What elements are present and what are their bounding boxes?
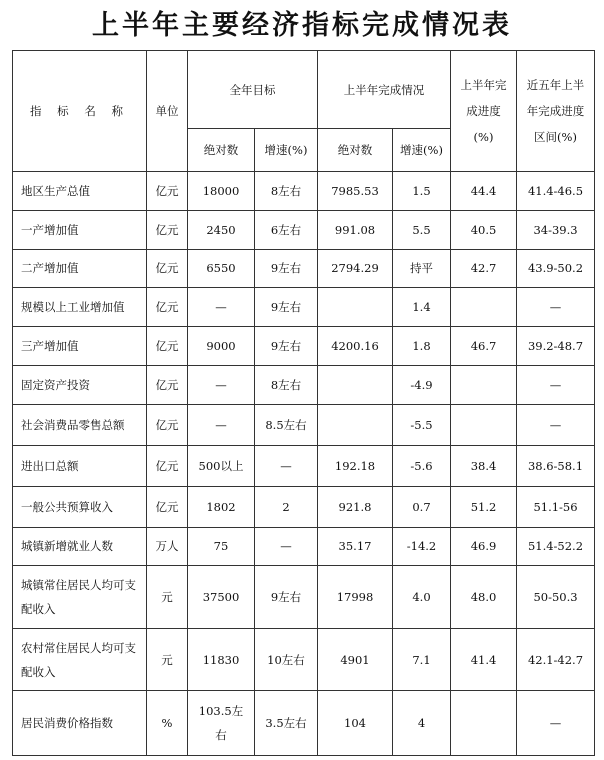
header-unit: 单位 [147, 51, 188, 172]
cell-range: 43.9-50.2 [517, 249, 595, 288]
cell-unit: % [147, 691, 188, 756]
cell-target-growth: 9左右 [255, 327, 318, 366]
cell-range: 38.6-58.1 [517, 445, 595, 486]
cell-completion [451, 288, 517, 327]
cell-actual-growth: 0.7 [393, 486, 451, 527]
cell-actual-growth: 1.8 [393, 327, 451, 366]
table-row [13, 628, 595, 690]
cell-unit: 万人 [147, 527, 188, 566]
cell-target-abs: 1802 [188, 486, 255, 527]
cell-actual-abs [318, 365, 393, 404]
header-completion: 上半年完成进度(%) [451, 51, 517, 172]
cell-range: — [517, 288, 595, 327]
cell-target-growth: 2 [255, 486, 318, 527]
cell-name: 规模以上工业增加值 [13, 288, 147, 327]
cell-range: 50-50.3 [517, 566, 595, 628]
cell-unit: 亿元 [147, 445, 188, 486]
cell-actual-growth: 7.1 [393, 628, 451, 690]
table-body [13, 172, 595, 756]
cell-name: 城镇常住居民人均可支配收入 [13, 566, 147, 628]
cell-completion: 42.7 [451, 249, 517, 288]
cell-actual-abs: 991.08 [318, 210, 393, 249]
cell-target-abs: — [188, 288, 255, 327]
cell-range: — [517, 691, 595, 756]
cell-target-abs: 37500 [188, 566, 255, 628]
header-range: 近五年上半年完成进度区间(%) [517, 51, 595, 172]
cell-actual-growth: 4.0 [393, 566, 451, 628]
cell-completion [451, 365, 517, 404]
header-target: 全年目标 [188, 51, 318, 129]
cell-target-growth: 8左右 [255, 172, 318, 211]
cell-completion: 41.4 [451, 628, 517, 690]
cell-completion: 48.0 [451, 566, 517, 628]
cell-target-growth: 9左右 [255, 566, 318, 628]
cell-unit: 亿元 [147, 365, 188, 404]
indicators-table [12, 50, 595, 756]
cell-target-growth: — [255, 527, 318, 566]
cell-actual-growth: 持平 [393, 249, 451, 288]
cell-actual-abs: 4200.16 [318, 327, 393, 366]
cell-unit: 亿元 [147, 249, 188, 288]
header-actual-absolute: 绝对数 [318, 129, 393, 172]
cell-range: — [517, 404, 595, 445]
cell-target-growth: 8左右 [255, 365, 318, 404]
header-target-absolute: 绝对数 [188, 129, 255, 172]
cell-name: 固定资产投资 [13, 365, 147, 404]
cell-name: 进出口总额 [13, 445, 147, 486]
cell-actual-abs: 17998 [318, 566, 393, 628]
cell-completion: 51.2 [451, 486, 517, 527]
cell-actual-abs [318, 404, 393, 445]
cell-actual-growth: 4 [393, 691, 451, 756]
cell-actual-abs: 921.8 [318, 486, 393, 527]
cell-unit: 元 [147, 566, 188, 628]
cell-target-growth: 9左右 [255, 249, 318, 288]
cell-completion [451, 404, 517, 445]
cell-target-abs: 500以上 [188, 445, 255, 486]
cell-actual-growth: -4.9 [393, 365, 451, 404]
cell-unit: 元 [147, 628, 188, 690]
cell-completion: 46.9 [451, 527, 517, 566]
cell-actual-abs: 2794.29 [318, 249, 393, 288]
cell-range: — [517, 365, 595, 404]
cell-target-abs: 9000 [188, 327, 255, 366]
cell-actual-growth: 1.4 [393, 288, 451, 327]
cell-completion: 44.4 [451, 172, 517, 211]
cell-target-abs: 103.5左右 [188, 691, 255, 756]
table-row [13, 404, 595, 445]
header-target-growth: 增速(%) [255, 129, 318, 172]
cell-name: 二产增加值 [13, 249, 147, 288]
table-row [13, 486, 595, 527]
cell-name: 农村常住居民人均可支配收入 [13, 628, 147, 690]
cell-actual-growth: 5.5 [393, 210, 451, 249]
cell-actual-growth: 1.5 [393, 172, 451, 211]
cell-range: 51.1-56 [517, 486, 595, 527]
cell-name: 一产增加值 [13, 210, 147, 249]
cell-name: 三产增加值 [13, 327, 147, 366]
header-actual-growth: 增速(%) [393, 129, 451, 172]
header-progress: 上半年完成情况 [318, 51, 451, 129]
table-row [13, 527, 595, 566]
cell-actual-growth: -5.5 [393, 404, 451, 445]
table-row [13, 249, 595, 288]
table-row [13, 327, 595, 366]
cell-range: 34-39.3 [517, 210, 595, 249]
table-row [13, 445, 595, 486]
cell-unit: 亿元 [147, 172, 188, 211]
cell-name: 社会消费品零售总额 [13, 404, 147, 445]
cell-unit: 亿元 [147, 288, 188, 327]
cell-target-abs: — [188, 365, 255, 404]
cell-target-abs: 18000 [188, 172, 255, 211]
table-row [13, 691, 595, 756]
cell-name: 一般公共预算收入 [13, 486, 147, 527]
cell-actual-abs: 7985.53 [318, 172, 393, 211]
cell-name: 地区生产总值 [13, 172, 147, 211]
cell-target-growth: 6左右 [255, 210, 318, 249]
cell-target-growth: 10左右 [255, 628, 318, 690]
cell-target-abs: 75 [188, 527, 255, 566]
cell-actual-abs: 4901 [318, 628, 393, 690]
cell-range: 51.4-52.2 [517, 527, 595, 566]
cell-unit: 亿元 [147, 486, 188, 527]
cell-target-growth: 9左右 [255, 288, 318, 327]
cell-name: 城镇新增就业人数 [13, 527, 147, 566]
cell-unit: 亿元 [147, 210, 188, 249]
cell-range: 39.2-48.7 [517, 327, 595, 366]
table-row [13, 566, 595, 628]
cell-completion [451, 691, 517, 756]
cell-completion: 38.4 [451, 445, 517, 486]
cell-target-growth: 3.5左右 [255, 691, 318, 756]
cell-target-abs: 11830 [188, 628, 255, 690]
cell-target-growth: — [255, 445, 318, 486]
cell-actual-abs: 192.18 [318, 445, 393, 486]
cell-actual-growth: -5.6 [393, 445, 451, 486]
cell-unit: 亿元 [147, 404, 188, 445]
table-row [13, 365, 595, 404]
cell-completion: 46.7 [451, 327, 517, 366]
page-title: 上半年主要经济指标完成情况表 [92, 10, 512, 41]
header-name: 指 标 名 称 [13, 51, 147, 172]
table-row [13, 172, 595, 211]
cell-range: 41.4-46.5 [517, 172, 595, 211]
cell-unit: 亿元 [147, 327, 188, 366]
cell-actual-abs [318, 288, 393, 327]
cell-name: 居民消费价格指数 [13, 691, 147, 756]
cell-actual-abs: 104 [318, 691, 393, 756]
table-row [13, 288, 595, 327]
cell-completion: 40.5 [451, 210, 517, 249]
cell-actual-growth: -14.2 [393, 527, 451, 566]
cell-target-abs: 2450 [188, 210, 255, 249]
cell-target-growth: 8.5左右 [255, 404, 318, 445]
cell-range: 42.1-42.7 [517, 628, 595, 690]
cell-target-abs: — [188, 404, 255, 445]
cell-target-abs: 6550 [188, 249, 255, 288]
table-row [13, 210, 595, 249]
cell-actual-abs: 35.17 [318, 527, 393, 566]
